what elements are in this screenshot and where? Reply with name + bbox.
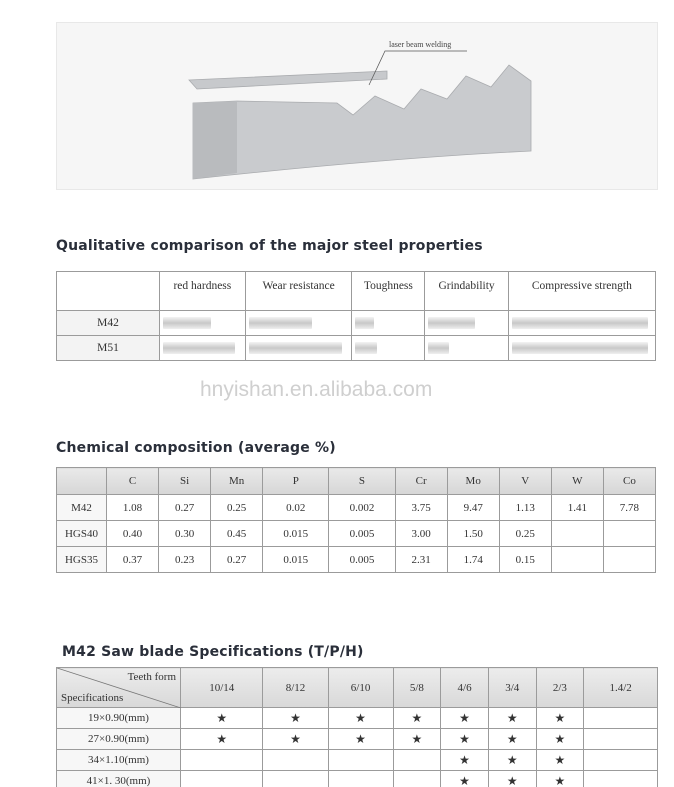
col-toughness: Toughness	[352, 272, 425, 311]
availability-star	[393, 771, 441, 787]
composition-value	[551, 521, 603, 547]
availability-star	[181, 771, 263, 787]
specs-row	[57, 750, 658, 771]
composition-value: 0.002	[329, 495, 395, 521]
rating-cell	[508, 311, 655, 336]
availability-star	[181, 750, 263, 771]
teeth-form-header: 8/12	[263, 668, 328, 708]
col-wear-resistance: Wear resistance	[245, 272, 352, 311]
composition-value	[603, 547, 655, 573]
availability-star	[584, 771, 658, 787]
availability-star	[263, 771, 328, 787]
composition-value: 0.005	[329, 547, 395, 573]
element-header: V	[499, 468, 551, 495]
availability-star	[584, 729, 658, 750]
availability-star: ★	[536, 771, 584, 787]
rating-bar	[355, 342, 377, 354]
specifications-label: Specifications	[61, 692, 124, 704]
availability-star: ★	[488, 708, 536, 729]
element-header: Co	[603, 468, 655, 495]
composition-value: 9.47	[447, 495, 499, 521]
specs-corner	[57, 668, 181, 708]
col-compressive-strength: Compressive strength	[508, 272, 655, 311]
composition-value: 1.41	[551, 495, 603, 521]
availability-star	[393, 750, 441, 771]
element-header: Cr	[395, 468, 447, 495]
element-header: P	[263, 468, 329, 495]
composition-value: 1.74	[447, 547, 499, 573]
availability-star: ★	[328, 729, 393, 750]
availability-star: ★	[488, 750, 536, 771]
col-grindability: Grindability	[425, 272, 508, 311]
specs-header-row	[57, 668, 658, 708]
availability-star: ★	[536, 729, 584, 750]
rating-cell	[425, 336, 508, 361]
blade-size-label: 27×0.90(mm)	[57, 729, 181, 750]
composition-value: 1.13	[499, 495, 551, 521]
col-red-hardness: red hardness	[160, 272, 246, 311]
composition-value: 0.23	[159, 547, 211, 573]
availability-star	[263, 750, 328, 771]
rating-cell	[245, 311, 352, 336]
rating-bar	[355, 317, 374, 329]
rating-cell	[160, 336, 246, 361]
chemical-row	[57, 547, 656, 573]
chemical-corner	[57, 468, 107, 495]
availability-star: ★	[536, 708, 584, 729]
chemical-heading: Chemical composition (average %)	[56, 440, 336, 456]
specs-row	[57, 771, 658, 787]
rating-bar	[428, 317, 475, 329]
chemical-table	[56, 467, 656, 573]
composition-value: 0.015	[263, 547, 329, 573]
saw-blade-drawing	[57, 23, 658, 190]
composition-value: 0.15	[499, 547, 551, 573]
teeth-form-header: 5/8	[393, 668, 441, 708]
composition-value: 0.40	[107, 521, 159, 547]
chemical-row	[57, 495, 656, 521]
rating-bar	[428, 342, 449, 354]
teeth-form-label: Teeth form	[127, 671, 176, 683]
chemical-row	[57, 521, 656, 547]
teeth-form-header: 4/6	[441, 668, 489, 708]
rating-cell	[425, 311, 508, 336]
availability-star: ★	[393, 729, 441, 750]
composition-value: 0.005	[329, 521, 395, 547]
element-header: C	[107, 468, 159, 495]
availability-star: ★	[441, 771, 489, 787]
rating-cell	[508, 336, 655, 361]
composition-value	[603, 521, 655, 547]
specs-row	[57, 729, 658, 750]
laser-beam-welding-label: laser beam welding	[389, 40, 452, 49]
qualitative-row	[57, 336, 656, 361]
availability-star: ★	[328, 708, 393, 729]
availability-star	[584, 750, 658, 771]
watermark: hnyishan.en.alibaba.com	[200, 378, 433, 401]
rating-bar	[249, 342, 342, 354]
availability-star: ★	[393, 708, 441, 729]
availability-star: ★	[181, 729, 263, 750]
rating-cell	[160, 311, 246, 336]
composition-value: 1.08	[107, 495, 159, 521]
teeth-form-header: 3/4	[488, 668, 536, 708]
blade-size-label: 34×1.10(mm)	[57, 750, 181, 771]
element-header: Mo	[447, 468, 499, 495]
availability-star: ★	[263, 729, 328, 750]
qualitative-header-row	[57, 272, 656, 311]
specs-heading: M42 Saw blade Specifications (T/P/H)	[62, 644, 364, 660]
composition-value: 0.45	[211, 521, 263, 547]
composition-value: 0.27	[159, 495, 211, 521]
availability-star: ★	[488, 729, 536, 750]
element-header: Si	[159, 468, 211, 495]
element-header: S	[329, 468, 395, 495]
blade-size-label: 41×1. 30(mm)	[57, 771, 181, 787]
availability-star	[328, 771, 393, 787]
composition-value: 0.02	[263, 495, 329, 521]
element-header: Mn	[211, 468, 263, 495]
blade-illustration	[56, 22, 658, 190]
steel-grade-label: M51	[57, 336, 160, 361]
qualitative-table	[56, 271, 656, 361]
specs-row	[57, 708, 658, 729]
rating-bar	[512, 317, 648, 329]
availability-star: ★	[441, 708, 489, 729]
blade-shade	[193, 101, 237, 179]
callout-line	[369, 51, 467, 85]
availability-star	[328, 750, 393, 771]
composition-value: 2.31	[395, 547, 447, 573]
welded-strip	[189, 71, 387, 89]
rating-cell	[352, 336, 425, 361]
specs-table	[56, 667, 658, 787]
rating-bar	[512, 342, 648, 354]
element-header: W	[551, 468, 603, 495]
steel-grade-label: HGS40	[57, 521, 107, 547]
steel-grade-label: HGS35	[57, 547, 107, 573]
composition-value: 0.015	[263, 521, 329, 547]
composition-value: 0.37	[107, 547, 159, 573]
composition-value: 0.25	[499, 521, 551, 547]
composition-value: 0.25	[211, 495, 263, 521]
teeth-form-header: 6/10	[328, 668, 393, 708]
rating-cell	[245, 336, 352, 361]
availability-star: ★	[536, 750, 584, 771]
teeth-form-header: 10/14	[181, 668, 263, 708]
rating-cell	[352, 311, 425, 336]
steel-grade-label: M42	[57, 495, 107, 521]
availability-star: ★	[441, 750, 489, 771]
availability-star	[584, 708, 658, 729]
availability-star: ★	[441, 729, 489, 750]
composition-value	[551, 547, 603, 573]
rating-bar	[163, 342, 235, 354]
teeth-form-header: 2/3	[536, 668, 584, 708]
rating-bar	[249, 317, 312, 329]
composition-value: 0.27	[211, 547, 263, 573]
qualitative-corner	[57, 272, 160, 311]
qualitative-heading: Qualitative comparison of the major steel properties	[56, 238, 483, 254]
qualitative-row	[57, 311, 656, 336]
composition-value: 0.30	[159, 521, 211, 547]
chemical-header-row	[57, 468, 656, 495]
availability-star: ★	[263, 708, 328, 729]
composition-value: 1.50	[447, 521, 499, 547]
availability-star: ★	[181, 708, 263, 729]
composition-value: 7.78	[603, 495, 655, 521]
steel-grade-label: M42	[57, 311, 160, 336]
composition-value: 3.75	[395, 495, 447, 521]
rating-bar	[163, 317, 211, 329]
blade-size-label: 19×0.90(mm)	[57, 708, 181, 729]
composition-value: 3.00	[395, 521, 447, 547]
availability-star: ★	[488, 771, 536, 787]
teeth-form-header: 1.4/2	[584, 668, 658, 708]
